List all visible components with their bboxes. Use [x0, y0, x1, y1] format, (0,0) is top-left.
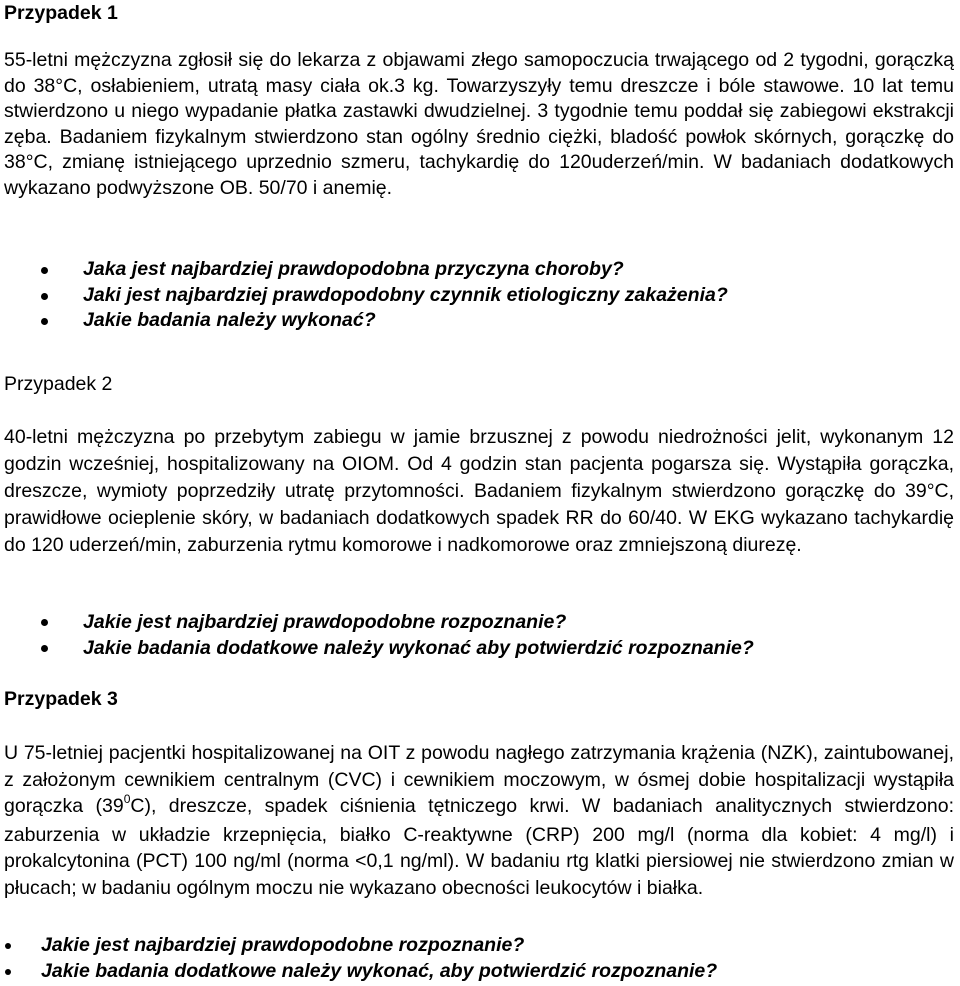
case3-question [4, 932, 717, 958]
case1-title: Przypadek 1 [4, 2, 118, 24]
case2-description: 40-letni mężczyzna po przebytym zabiegu w jamie brzusznej z powodu niedrożności jelit, wykonanym 12 godzin wcześniej, hospitalizowany na OIOM. Od 4 godzin stan pacjenta pogarsza się. Wystąpiła gorączka, dreszcze, wymioty poprzedziły utratę przytomności. Badaniem fizykalnym stwierdzono gorączkę do 39°C, prawidłowe ocieplenie skóry, w badaniach dodatkowych spadek RR do 60/40. W EKG wykazano tachykardię do 120 uderzeń/min, zaburzenia rytmu komorowe i nadkomorowe oraz zmniejszoną diurezę. [4, 426, 954, 556]
case1-question [40, 308, 728, 334]
question-text: Jakie badania dodatkowe należy wykonać aby potwierdzić rozpoznanie? [83, 637, 754, 659]
question-text: Jakie badania należy wykonać? [83, 309, 376, 331]
bullet-icon [41, 645, 48, 652]
case2-questions [40, 609, 754, 661]
question-text: Jakie jest najbardziej prawdopodobne rozpoznanie? [83, 611, 567, 633]
bullet-icon [41, 318, 48, 325]
case3-description [4, 740, 954, 902]
case1-description: 55-letni mężczyzna zgłosił się do lekarza z objawami złego samopoczucia trwającego od 2 tygodni, gorączką do 38°C, osłabieniem, utratą masy ciała ok.3 kg. Towarzyszyły temu dreszcze i bóle stawowe. 10 lat temu stwierdzono u niego wypadanie płatka zastawki dwudzielnej. 3 tygodnie temu poddał się zabiegowi ekstrakcji zęba. Badaniem fizykalnym stwierdzono stan ogólny średnio ciężki, bladość powłok skórnych, gorączkę do 38°C, zmianę istniejącego uprzednio szmeru, tachykardię do 120uderzeń/min. W badaniach dodatkowych wykazano podwyższone OB. 50/70 i anemię. [4, 49, 954, 199]
question-text: Jaki jest najbardziej prawdopodobny czynnik etiologiczny zakażenia? [83, 283, 728, 306]
case3-question [4, 958, 717, 984]
case3-title: Przypadek 3 [4, 688, 118, 710]
case3-questions [4, 932, 717, 984]
case2-title: Przypadek 2 [4, 373, 113, 395]
question-text: Jakie badania dodatkowe należy wykonać, aby potwierdzić rozpoznanie? [41, 960, 718, 982]
case2-question [40, 635, 754, 661]
case1-questions [40, 257, 728, 334]
case3-text-part: C), dreszcze, spadek ciśnienia tętniczego krwi. W badaniach analitycznych stwierdzono: zaburzenia w układzie krzepnięcia, białko C-reaktywne (CRP) 200 mg/l (norma dla kobiet: 4 mg/l) i prokalcytonina (PCT) 100 ng/ml (norma <0,1 ng/ml). W badaniu rtg klatki piersiowej nie stwierdzono zmian w płucach; w badaniu ogólnym moczu nie wykazano obecności leukocytów i białka. [4, 795, 954, 899]
question-text: Jakie jest najbardziej prawdopodobne rozpoznanie? [41, 934, 525, 956]
question-text: Jaka jest najbardziej prawdopodobna przyczyna choroby? [83, 258, 624, 280]
degree-superscript: 0 [123, 792, 131, 807]
bullet-icon [41, 267, 48, 274]
bullet-icon [41, 619, 48, 626]
case2-question [40, 609, 754, 635]
bullet-icon [5, 943, 11, 949]
bullet-icon [5, 969, 11, 975]
case3-text-part: U 75-letniej pacjentki hospitalizowanej na OIT z powodu nagłego zatrzymania krążenia (NZK), zaintubowanej, z założonym cewnikiem centralnym (CVC) i cewnikiem moczowym, w ósmej dobie hospitalizacji wystąpiła gorączka (39 [4, 742, 954, 818]
bullet-icon [41, 293, 48, 300]
case1-question [40, 257, 728, 283]
case1-question [40, 283, 728, 309]
